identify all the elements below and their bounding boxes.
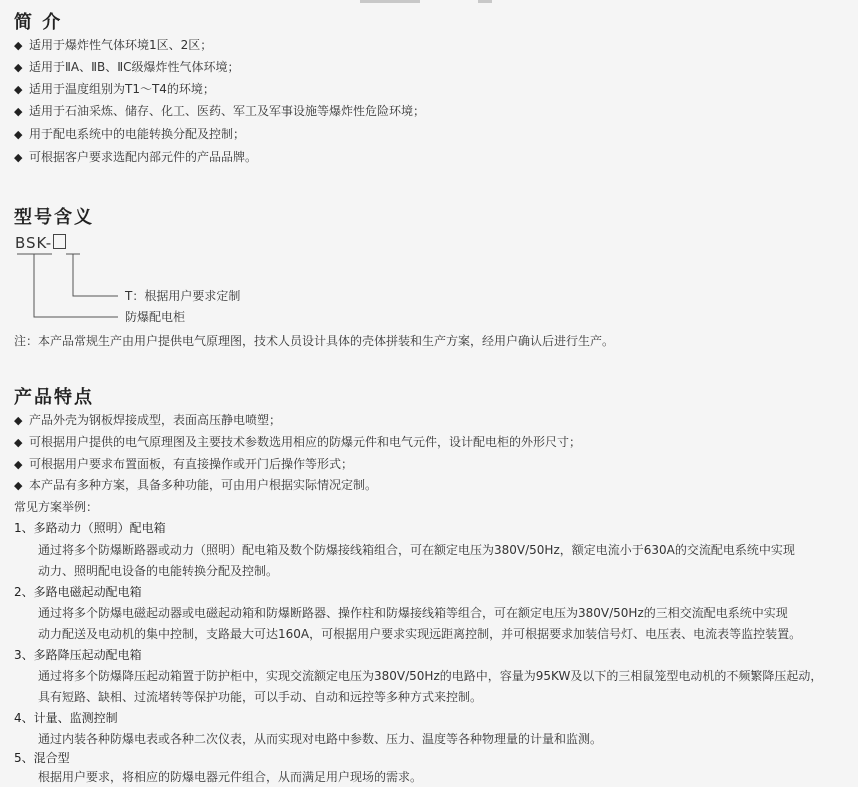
features-title: 产品特点 <box>14 387 94 408</box>
diamond-bullet-icon: ◆ <box>14 61 23 74</box>
model-code-text: BSK- <box>15 234 53 252</box>
model-placeholder-box <box>53 234 66 249</box>
intro-item <box>14 103 425 120</box>
feature-item-text: 产品外壳为钢板焊接成型，表面高压静电喷塑； <box>29 413 282 427</box>
intro-item-text: 适用于温度组别为T1～T4的环境； <box>29 82 215 96</box>
intro-title: 简 介 <box>14 12 63 33</box>
feature-item <box>14 412 281 429</box>
intro-item-text: 可根据客户要求选配内部元件的产品品牌。 <box>29 150 258 164</box>
model-note: 注：本产品常规生产由用户提供电气原理图，技术人员设计具体的壳体拼装和生产方案，经用户确认后进行生产。 <box>14 334 615 348</box>
top-edge-fragment <box>478 0 492 3</box>
scheme-line: 根据用户要求，将相应的防爆电器元件组合，从而满足用户现场的需求。 <box>38 770 423 784</box>
model-label-t: T：根据用户要求定制 <box>125 289 241 303</box>
diamond-bullet-icon: ◆ <box>14 458 23 471</box>
scheme-title: 5、混合型 <box>14 751 70 765</box>
scheme-line: 通过内装各种防爆电表或各种二次仪表，从而实现对电路中参数、压力、温度等各种物理量的计量和监测。 <box>38 732 603 746</box>
scheme-title: 3、多路降压起动配电箱 <box>14 648 142 662</box>
scheme-line: 通过将多个防爆降压起动箱置于防护柜中，实现交流额定电压为380V/50Hz的电路中，容量为95KW及以下的三相鼠笼型电动机的不频繁降压起动， <box>38 669 823 683</box>
diamond-bullet-icon: ◆ <box>14 151 23 164</box>
model-label-cabinet: 防爆配电柜 <box>125 310 186 324</box>
scheme-title: 1、多路动力（照明）配电箱 <box>14 521 166 535</box>
scheme-line: 动力、照明配电设备的电能转换分配及控制。 <box>38 564 279 578</box>
top-edge-fragment <box>360 0 420 3</box>
connector-cabinet <box>34 254 118 317</box>
feature-item-text: 可根据用户要求布置面板，有直接操作或开门后操作等形式； <box>29 457 354 471</box>
scheme-line: 动力配送及电动机的集中控制，支路最大可达160A，可根据用户要求实现远距离控制，并可根据要求加装信号灯、电压表、电流表等监控装置。 <box>38 627 802 641</box>
feature-item <box>14 434 581 451</box>
feature-item <box>14 477 377 494</box>
diamond-bullet-icon: ◆ <box>14 414 23 427</box>
diamond-bullet-icon: ◆ <box>14 479 23 492</box>
diamond-bullet-icon: ◆ <box>14 83 23 96</box>
intro-item <box>14 126 245 143</box>
diamond-bullet-icon: ◆ <box>14 105 23 118</box>
model-title: 型号含义 <box>14 207 94 228</box>
intro-item-text: 适用于ⅡA、ⅡB、ⅡC级爆炸性气体环境； <box>29 60 240 74</box>
intro-item-text: 适用于爆炸性气体环境1区、2区； <box>29 38 213 52</box>
scheme-title: 2、多路电磁起动配电箱 <box>14 585 142 599</box>
intro-item <box>14 149 257 166</box>
feature-item-text: 本产品有多种方案，具备多种功能，可由用户根据实际情况定制。 <box>29 478 378 492</box>
intro-item <box>14 59 240 76</box>
scheme-line: 具有短路、缺相、过流堵转等保护功能，可以手动、自动和远控等多种方式来控制。 <box>38 690 483 704</box>
feature-item-text: 可根据用户提供的电气原理图及主要技术参数选用相应的防爆元件和电气元件，设计配电柜的外形尺寸； <box>29 435 582 449</box>
diamond-bullet-icon: ◆ <box>14 128 23 141</box>
diamond-bullet-icon: ◆ <box>14 436 23 449</box>
intro-item <box>14 37 212 54</box>
scheme-title: 4、计量、监测控制 <box>14 711 118 725</box>
examples-label: 常见方案举例： <box>14 500 99 514</box>
connector-t <box>73 254 118 296</box>
intro-item-text: 适用于石油采炼、储存、化工、医药、军工及军事设施等爆炸性危险环境； <box>29 104 426 118</box>
intro-item-text: 用于配电系统中的电能转换分配及控制； <box>29 127 246 141</box>
feature-item <box>14 456 353 473</box>
intro-item <box>14 81 215 98</box>
scheme-line: 通过将多个防爆断路器或动力（照明）配电箱及数个防爆接线箱组合，可在额定电压为380V/50Hz，额定电流小于630A的交流配电系统中实现 <box>38 543 795 557</box>
scheme-line: 通过将多个防爆电磁起动器或电磁起动箱和防爆断路器、操作柱和防爆接线箱等组合，可在额定电压为380V/50Hz的三相交流配电系统中实现 <box>38 606 788 620</box>
diamond-bullet-icon: ◆ <box>14 39 23 52</box>
